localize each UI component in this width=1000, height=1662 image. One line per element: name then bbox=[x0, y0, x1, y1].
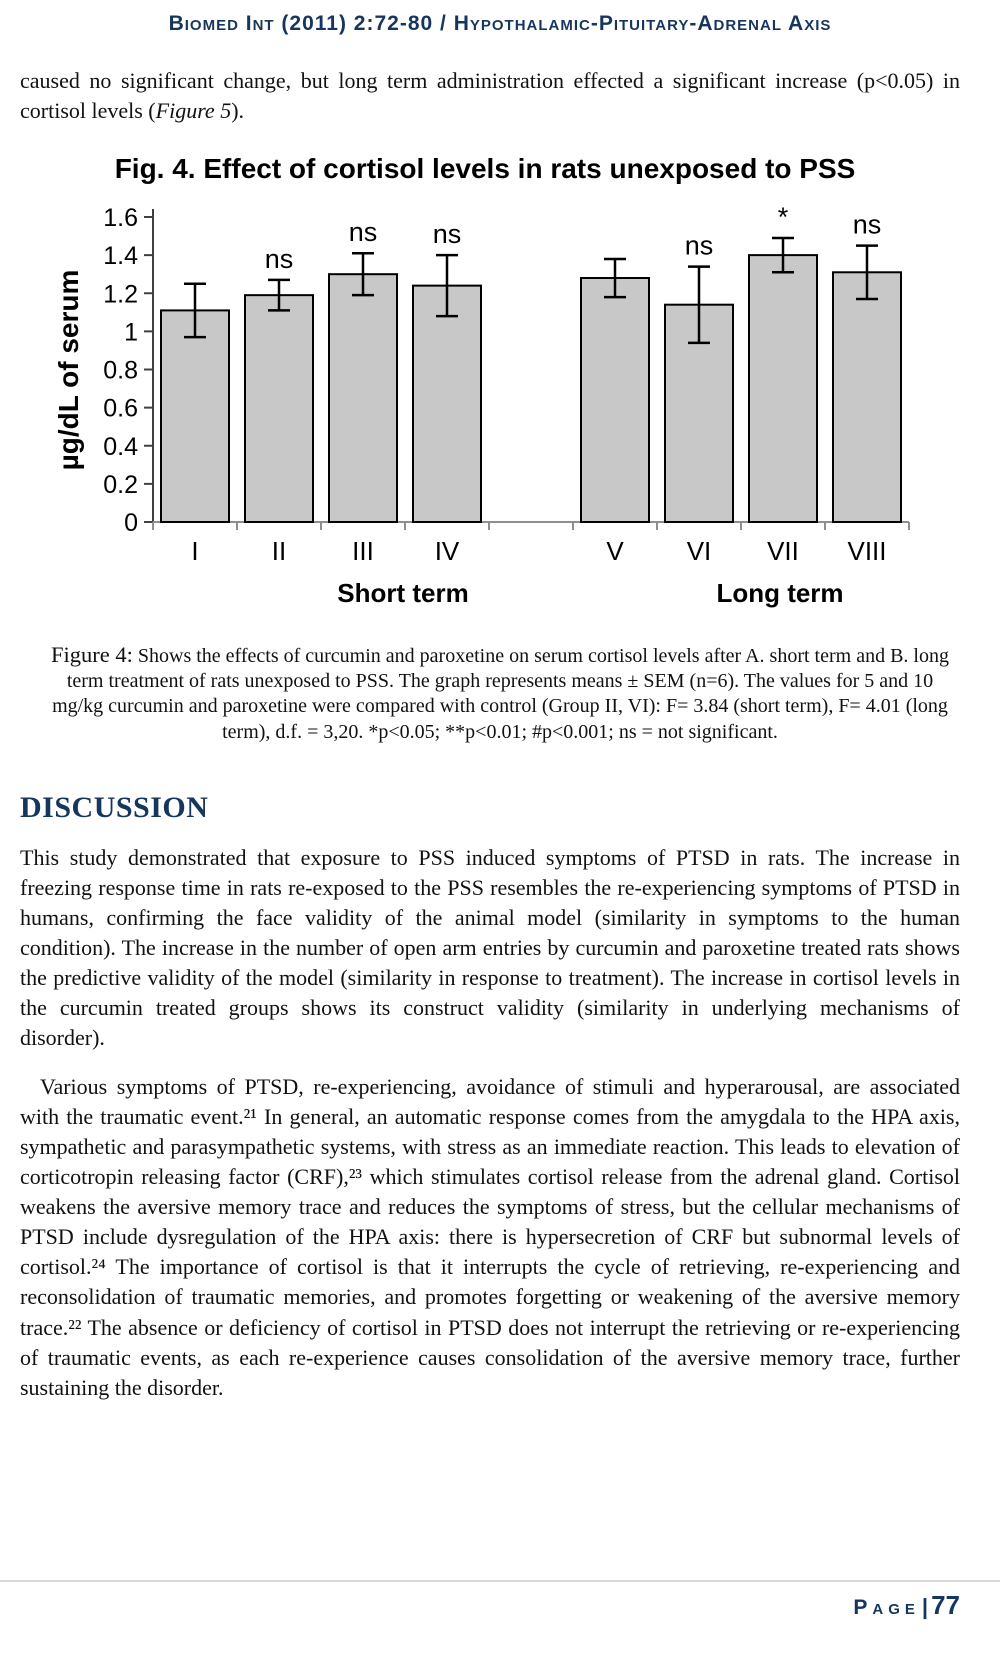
running-head: Biomed Int (2011) 2:72-80 / Hypothalamic-Pituitary-Adrenal Axis bbox=[168, 12, 832, 35]
svg-text:Long term: Long term bbox=[716, 577, 844, 608]
svg-text:1.6: 1.6 bbox=[103, 203, 138, 232]
page-number-value: 77 bbox=[931, 1590, 960, 1620]
svg-text:ns: ns bbox=[432, 218, 462, 249]
svg-text:Fig. 4. Effect of cortisol lev: Fig. 4. Effect of cortisol levels in rats unexposed to PSS bbox=[114, 152, 856, 184]
discussion-heading: DISCUSSION bbox=[20, 790, 209, 824]
cortisol-bar-chart bbox=[40, 140, 920, 620]
page-word: Page bbox=[853, 1596, 920, 1619]
svg-text:0.4: 0.4 bbox=[103, 432, 138, 461]
svg-text:II: II bbox=[271, 535, 287, 566]
intro-text-end: ). bbox=[231, 97, 245, 123]
discussion-paragraph-2: Various symptoms of PTSD, re-experiencing, avoidance of stimuli and hyperarousal, are associated with the traumatic event.²¹ In general, an automatic response comes from the amygdala to the HPA axis, sympathetic and parasympathetic systems, with stress as an immediate reaction. This leads to elevation of corticotropin releasing factor (CRF),²³ which stimulates cortisol release from the adrenal gland. Cortisol weakens the aversive memory trace and reduces the symptoms of stress, but the cellular mechanisms of PTSD include dysregulation of the HPA axis: there is hypersecretion of CRF but subnormal levels of cortisol.²⁴ The importance of cortisol is that it interrupts the cycle of retrieving, re-experiencing and reconsolidation of traumatic memories, and promotes forgetting or weakening of the aversive memory trace.²² The absence or deficiency of cortisol in PTSD does not interrupt the retrieving or re-experiencing of traumatic events, as each re-experience causes consolidation of the aversive memory trace, further sustaining the disorder. bbox=[20, 1073, 960, 1400]
page-number-line bbox=[0, 1590, 1000, 1621]
figure4-caption-text: Shows the effects of curcumin and paroxetine on serum cortisol levels after A. short term and B. long term treatment of rats unexposed to PSS. The graph represents means ± SEM (n=6). The values for 5 and 10 mg/kg curcumin and paroxetine were compared with control (Group II, VI): F= 3.84 (short term), F= 4.01 (long term), d.f. = 3,20. *p<0.05; **p<0.01; #p<0.001; ns = not significant. bbox=[52, 644, 949, 743]
figure4-caption bbox=[48, 641, 952, 745]
svg-text:IV: IV bbox=[434, 535, 460, 566]
footer-divider bbox=[0, 1580, 1000, 1582]
figure4-caption-label: Figure 4: bbox=[51, 641, 133, 667]
svg-text:VI: VI bbox=[686, 535, 712, 566]
svg-text:1.4: 1.4 bbox=[103, 241, 138, 270]
svg-text:Short term: Short term bbox=[337, 577, 469, 608]
svg-text:V: V bbox=[606, 535, 624, 566]
svg-text:0.8: 0.8 bbox=[103, 356, 138, 385]
svg-text:*: * bbox=[777, 201, 789, 232]
svg-text:I: I bbox=[191, 535, 199, 566]
svg-text:VIII: VIII bbox=[847, 535, 887, 566]
page-separator: | bbox=[921, 1594, 929, 1619]
svg-text:µg/dL of serum: µg/dL of serum bbox=[53, 269, 84, 471]
intro-text-start: caused no significant change, but long term administration effected a significant increase (p<0.05) in cortisol levels ( bbox=[20, 68, 960, 123]
svg-text:ns: ns bbox=[852, 209, 882, 240]
svg-text:III: III bbox=[352, 535, 374, 566]
page-footer bbox=[0, 1580, 1000, 1621]
svg-text:0.2: 0.2 bbox=[103, 470, 138, 499]
figure4-block bbox=[40, 140, 920, 625]
discussion-paragraph-1: This study demonstrated that exposure to PSS induced symptoms of PTSD in rats. The increase in freezing response time in rats re-exposed to the PSS resembles the re-experiencing symptoms of PTSD in humans, confirming the face validity of the animal model (similarity in symptoms to the human condition). The increase in the number of open arm entries by curcumin and paroxetine treated rats shows the predictive validity of the model (similarity in response to treatment). The increase in cortisol levels in the curcumin treated groups shows its construct validity (similarity in underlying mechanisms of disorder). bbox=[20, 844, 960, 1051]
intro-figure-reference: Figure 5 bbox=[155, 97, 232, 123]
svg-text:ns: ns bbox=[348, 217, 378, 248]
svg-text:ns: ns bbox=[264, 243, 294, 274]
svg-text:1: 1 bbox=[124, 318, 138, 347]
svg-text:0: 0 bbox=[124, 508, 138, 537]
svg-text:0.6: 0.6 bbox=[103, 394, 138, 423]
svg-text:VII: VII bbox=[767, 535, 799, 566]
intro-paragraph bbox=[20, 66, 960, 126]
svg-text:ns: ns bbox=[684, 230, 714, 261]
svg-text:1.2: 1.2 bbox=[103, 280, 138, 309]
